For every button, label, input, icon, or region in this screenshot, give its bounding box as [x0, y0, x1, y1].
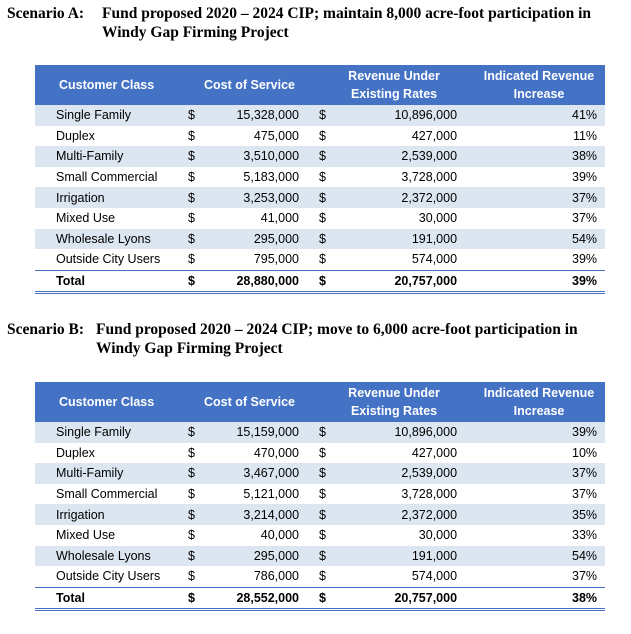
cost-dollar-sign: $ — [184, 484, 209, 505]
indicated-increase-cell: 38% — [473, 146, 605, 167]
cost-of-service-cell: 475,000 — [209, 126, 315, 147]
revenue-existing-cell: 10,896,000 — [344, 422, 473, 443]
scenario-b-title-line2: Windy Gap Firming Project — [96, 340, 283, 357]
cost-of-service-cell: 795,000 — [209, 249, 315, 270]
scenario-b-title-line1: Fund proposed 2020 – 2024 CIP; move to 6,000 acre-foot participation in — [96, 321, 578, 338]
revenue-existing-cell: 20,757,000 — [344, 587, 473, 610]
cost-of-service-cell: 3,253,000 — [209, 187, 315, 208]
cost-dollar-sign: $ — [184, 525, 209, 546]
revenue-dollar-sign: $ — [315, 105, 344, 126]
revenue-dollar-sign: $ — [315, 187, 344, 208]
revenue-existing-cell: 2,372,000 — [344, 504, 473, 525]
cost-dollar-sign: $ — [184, 229, 209, 250]
revenue-existing-cell: 191,000 — [344, 229, 473, 250]
indicated-increase-cell: 35% — [473, 504, 605, 525]
header-revenue-line1: Revenue Under — [348, 386, 440, 400]
revenue-existing-cell: 427,000 — [344, 443, 473, 464]
customer-class-cell: Duplex — [35, 443, 184, 464]
revenue-dollar-sign: $ — [315, 587, 344, 610]
header-revenue-line2: Existing Rates — [350, 87, 438, 101]
cost-dollar-sign: $ — [184, 167, 209, 188]
revenue-existing-cell: 3,728,000 — [344, 484, 473, 505]
header-increase-line1: Indicated Revenue — [483, 386, 595, 400]
scenario-b-heading — [7, 320, 578, 358]
indicated-increase-cell: 11% — [473, 126, 605, 147]
revenue-dollar-sign: $ — [315, 146, 344, 167]
customer-class-cell: Multi-Family — [35, 146, 184, 167]
header-customer-class: Customer Class — [35, 65, 184, 105]
header-increase-line2: Increase — [513, 87, 565, 101]
indicated-increase-cell: 54% — [473, 546, 605, 567]
indicated-increase-cell: 54% — [473, 229, 605, 250]
scenario-a-table — [35, 65, 605, 294]
customer-class-cell: Duplex — [35, 126, 184, 147]
scenario-b-table — [35, 382, 605, 611]
cost-dollar-sign: $ — [184, 463, 209, 484]
revenue-dollar-sign: $ — [315, 167, 344, 188]
scenario-b-label: Scenario B: — [7, 321, 85, 338]
table-row — [35, 504, 605, 525]
cost-dollar-sign: $ — [184, 546, 209, 567]
indicated-increase-cell: 39% — [473, 270, 605, 293]
cost-of-service-cell: 41,000 — [209, 208, 315, 229]
indicated-increase-cell: 37% — [473, 208, 605, 229]
table-row — [35, 525, 605, 546]
table-row — [35, 566, 605, 587]
cost-dollar-sign: $ — [184, 208, 209, 229]
table-row — [35, 546, 605, 567]
header-indicated-increase — [473, 65, 605, 105]
scenario-a-title-line2: Windy Gap Firming Project — [102, 24, 289, 41]
header-customer-class: Customer Class — [35, 382, 184, 422]
revenue-existing-cell: 30,000 — [344, 208, 473, 229]
revenue-dollar-sign: $ — [315, 546, 344, 567]
revenue-dollar-sign: $ — [315, 484, 344, 505]
customer-class-cell: Irrigation — [35, 504, 184, 525]
customer-class-cell: Outside City Users — [35, 566, 184, 587]
cost-of-service-cell: 15,159,000 — [209, 422, 315, 443]
cost-dollar-sign: $ — [184, 105, 209, 126]
revenue-existing-cell: 191,000 — [344, 546, 473, 567]
cost-of-service-cell: 5,183,000 — [209, 167, 315, 188]
customer-class-cell: Total — [35, 270, 184, 293]
revenue-dollar-sign: $ — [315, 229, 344, 250]
customer-class-cell: Multi-Family — [35, 463, 184, 484]
customer-class-cell: Irrigation — [35, 187, 184, 208]
indicated-increase-cell: 39% — [473, 249, 605, 270]
indicated-increase-cell: 39% — [473, 167, 605, 188]
revenue-existing-cell: 30,000 — [344, 525, 473, 546]
header-cost-of-service: Cost of Service — [184, 382, 315, 422]
cost-of-service-cell: 3,510,000 — [209, 146, 315, 167]
scenario-a-label: Scenario A: — [7, 5, 85, 22]
cost-of-service-cell: 28,880,000 — [209, 270, 315, 293]
cost-dollar-sign: $ — [184, 566, 209, 587]
header-increase-line2: Increase — [513, 404, 565, 418]
cost-dollar-sign: $ — [184, 187, 209, 208]
header-revenue-existing — [315, 382, 473, 422]
table-row — [35, 229, 605, 250]
revenue-dollar-sign: $ — [315, 443, 344, 464]
cost-of-service-cell: 295,000 — [209, 546, 315, 567]
cost-of-service-cell: 470,000 — [209, 443, 315, 464]
revenue-existing-cell: 20,757,000 — [344, 270, 473, 293]
revenue-dollar-sign: $ — [315, 208, 344, 229]
table-row — [35, 249, 605, 270]
table-row — [35, 484, 605, 505]
indicated-increase-cell: 37% — [473, 566, 605, 587]
customer-class-cell: Wholesale Lyons — [35, 229, 184, 250]
revenue-existing-cell: 2,372,000 — [344, 187, 473, 208]
indicated-increase-cell: 37% — [473, 463, 605, 484]
customer-class-cell: Mixed Use — [35, 208, 184, 229]
total-row — [35, 270, 605, 293]
indicated-increase-cell: 38% — [473, 587, 605, 610]
revenue-existing-cell: 427,000 — [344, 126, 473, 147]
cost-of-service-cell: 28,552,000 — [209, 587, 315, 610]
revenue-existing-cell: 3,728,000 — [344, 167, 473, 188]
cost-dollar-sign: $ — [184, 587, 209, 610]
indicated-increase-cell: 10% — [473, 443, 605, 464]
cost-of-service-cell: 5,121,000 — [209, 484, 315, 505]
table-row — [35, 208, 605, 229]
revenue-existing-cell: 2,539,000 — [344, 463, 473, 484]
cost-dollar-sign: $ — [184, 422, 209, 443]
total-row — [35, 587, 605, 610]
customer-class-cell: Small Commercial — [35, 484, 184, 505]
cost-of-service-cell: 3,467,000 — [209, 463, 315, 484]
revenue-existing-cell: 2,539,000 — [344, 146, 473, 167]
customer-class-cell: Small Commercial — [35, 167, 184, 188]
revenue-dollar-sign: $ — [315, 525, 344, 546]
customer-class-cell: Outside City Users — [35, 249, 184, 270]
indicated-increase-cell: 33% — [473, 525, 605, 546]
header-revenue-line1: Revenue Under — [348, 69, 440, 83]
header-increase-line1: Indicated Revenue — [483, 69, 595, 83]
revenue-dollar-sign: $ — [315, 422, 344, 443]
indicated-increase-cell: 41% — [473, 105, 605, 126]
table-row — [35, 422, 605, 443]
cost-of-service-cell: 40,000 — [209, 525, 315, 546]
indicated-increase-cell: 37% — [473, 484, 605, 505]
revenue-dollar-sign: $ — [315, 463, 344, 484]
indicated-increase-cell: 37% — [473, 187, 605, 208]
table-row — [35, 126, 605, 147]
table-row — [35, 187, 605, 208]
cost-dollar-sign: $ — [184, 504, 209, 525]
revenue-existing-cell: 574,000 — [344, 249, 473, 270]
cost-dollar-sign: $ — [184, 249, 209, 270]
customer-class-cell: Mixed Use — [35, 525, 184, 546]
customer-class-cell: Single Family — [35, 422, 184, 443]
revenue-dollar-sign: $ — [315, 504, 344, 525]
cost-of-service-cell: 786,000 — [209, 566, 315, 587]
revenue-existing-cell: 10,896,000 — [344, 105, 473, 126]
scenario-a-title-line1: Fund proposed 2020 – 2024 CIP; maintain 8,000 acre-foot participation in — [102, 5, 591, 22]
cost-of-service-cell: 295,000 — [209, 229, 315, 250]
header-cost-of-service: Cost of Service — [184, 65, 315, 105]
indicated-increase-cell: 39% — [473, 422, 605, 443]
customer-class-cell: Single Family — [35, 105, 184, 126]
header-revenue-existing — [315, 65, 473, 105]
scenario-a-heading — [7, 4, 591, 42]
cost-dollar-sign: $ — [184, 126, 209, 147]
header-indicated-increase — [473, 382, 605, 422]
cost-dollar-sign: $ — [184, 146, 209, 167]
revenue-existing-cell: 574,000 — [344, 566, 473, 587]
cost-dollar-sign: $ — [184, 443, 209, 464]
table-row — [35, 146, 605, 167]
revenue-dollar-sign: $ — [315, 249, 344, 270]
header-revenue-line2: Existing Rates — [350, 404, 438, 418]
table-row — [35, 443, 605, 464]
table-row — [35, 167, 605, 188]
cost-of-service-cell: 3,214,000 — [209, 504, 315, 525]
cost-of-service-cell: 15,328,000 — [209, 105, 315, 126]
revenue-dollar-sign: $ — [315, 270, 344, 293]
revenue-dollar-sign: $ — [315, 566, 344, 587]
customer-class-cell: Total — [35, 587, 184, 610]
customer-class-cell: Wholesale Lyons — [35, 546, 184, 567]
table-row — [35, 463, 605, 484]
cost-dollar-sign: $ — [184, 270, 209, 293]
revenue-dollar-sign: $ — [315, 126, 344, 147]
table-row — [35, 105, 605, 126]
